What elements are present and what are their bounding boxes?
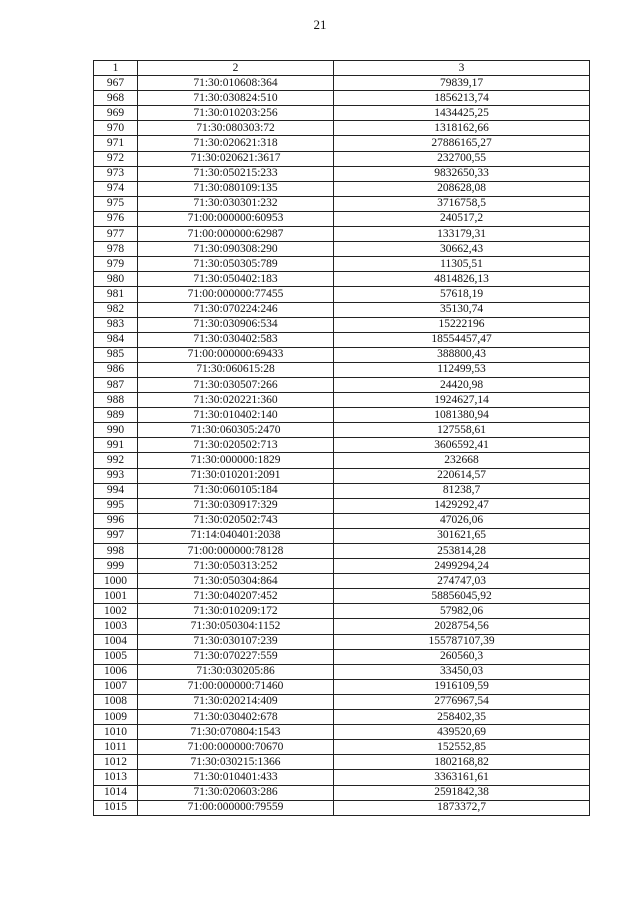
row-number-cell: 990 <box>94 423 138 438</box>
row-number-cell: 1011 <box>94 740 138 755</box>
value-cell: 258402,35 <box>334 710 590 725</box>
value-cell: 1081380,94 <box>334 408 590 423</box>
value-cell: 4814826,13 <box>334 272 590 287</box>
row-number-cell: 989 <box>94 408 138 423</box>
table-header <box>94 61 590 76</box>
row-number-cell: 974 <box>94 181 138 196</box>
value-cell: 301621,65 <box>334 528 590 543</box>
table-body <box>94 76 590 816</box>
cadastral-number-cell: 71:30:020502:743 <box>138 513 334 528</box>
value-cell: 274747,03 <box>334 574 590 589</box>
table-row <box>94 770 590 785</box>
table-row <box>94 679 590 694</box>
cadastral-number-cell: 71:30:030507:266 <box>138 377 334 392</box>
cadastral-number-cell: 71:00:000000:71460 <box>138 679 334 694</box>
value-cell: 220614,57 <box>334 468 590 483</box>
row-number-cell: 999 <box>94 559 138 574</box>
cadastral-number-cell: 71:30:050304:864 <box>138 574 334 589</box>
cadastral-number-cell: 71:30:070224:246 <box>138 302 334 317</box>
table-row <box>94 649 590 664</box>
header-row <box>94 61 590 76</box>
cadastral-number-cell: 71:30:070227:559 <box>138 649 334 664</box>
row-number-cell: 975 <box>94 196 138 211</box>
table-row <box>94 106 590 121</box>
cadastral-number-cell: 71:00:000000:70670 <box>138 740 334 755</box>
value-cell: 1318162,66 <box>334 121 590 136</box>
value-cell: 155787107,39 <box>334 634 590 649</box>
cadastral-number-cell: 71:00:000000:78128 <box>138 544 334 559</box>
table-row <box>94 287 590 302</box>
value-cell: 81238,7 <box>334 483 590 498</box>
row-number-cell: 1004 <box>94 634 138 649</box>
value-cell: 79839,17 <box>334 76 590 91</box>
table-row <box>94 347 590 362</box>
row-number-cell: 979 <box>94 257 138 272</box>
cadastral-number-cell: 71:30:080303:72 <box>138 121 334 136</box>
row-number-cell: 992 <box>94 453 138 468</box>
row-number-cell: 1013 <box>94 770 138 785</box>
table-row <box>94 574 590 589</box>
table-row <box>94 438 590 453</box>
table-row <box>94 302 590 317</box>
table-row <box>94 498 590 513</box>
table-row <box>94 332 590 347</box>
row-number-cell: 981 <box>94 287 138 302</box>
row-number-cell: 993 <box>94 468 138 483</box>
value-cell: 24420,98 <box>334 377 590 392</box>
row-number-cell: 997 <box>94 528 138 543</box>
row-number-cell: 980 <box>94 272 138 287</box>
table-row <box>94 408 590 423</box>
table-row <box>94 227 590 242</box>
cadastral-number-cell: 71:30:050402:183 <box>138 272 334 287</box>
cadastral-number-cell: 71:30:010402:140 <box>138 408 334 423</box>
cadastral-number-cell: 71:30:060615:28 <box>138 362 334 377</box>
table-row <box>94 91 590 106</box>
cadastral-number-cell: 71:30:010203:256 <box>138 106 334 121</box>
page-number: 21 <box>313 17 327 32</box>
row-number-cell: 995 <box>94 498 138 513</box>
row-number-cell: 998 <box>94 544 138 559</box>
table-row <box>94 242 590 257</box>
cadastral-number-cell: 71:30:010401:433 <box>138 770 334 785</box>
row-number-cell: 1009 <box>94 710 138 725</box>
row-number-cell: 991 <box>94 438 138 453</box>
table-row <box>94 423 590 438</box>
row-number-cell: 986 <box>94 362 138 377</box>
value-cell: 208628,08 <box>334 181 590 196</box>
column-header-3: 3 <box>334 61 590 76</box>
cadastral-number-cell: 71:30:010608:364 <box>138 76 334 91</box>
row-number-cell: 967 <box>94 76 138 91</box>
value-cell: 3716758,5 <box>334 196 590 211</box>
value-cell: 232668 <box>334 453 590 468</box>
value-cell: 9832650,33 <box>334 166 590 181</box>
table-row <box>94 604 590 619</box>
table-row <box>94 800 590 815</box>
row-number-cell: 988 <box>94 393 138 408</box>
row-number-cell: 973 <box>94 166 138 181</box>
cadastral-number-cell: 71:30:050215:233 <box>138 166 334 181</box>
row-number-cell: 1012 <box>94 755 138 770</box>
table-row <box>94 377 590 392</box>
value-cell: 3606592,41 <box>334 438 590 453</box>
cadastral-number-cell: 71:30:070804:1543 <box>138 725 334 740</box>
value-cell: 33450,03 <box>334 664 590 679</box>
cadastral-number-cell: 71:30:020621:318 <box>138 136 334 151</box>
table-row <box>94 694 590 709</box>
cadastral-number-cell: 71:30:090308:290 <box>138 242 334 257</box>
value-cell: 1429292,47 <box>334 498 590 513</box>
column-header-1: 1 <box>94 61 138 76</box>
row-number-cell: 987 <box>94 377 138 392</box>
value-cell: 11305,51 <box>334 257 590 272</box>
value-cell: 1873372,7 <box>334 800 590 815</box>
row-number-cell: 978 <box>94 242 138 257</box>
value-cell: 58856045,92 <box>334 589 590 604</box>
cadastral-number-cell: 71:30:060305:2470 <box>138 423 334 438</box>
cadastral-number-cell: 71:30:030205:86 <box>138 664 334 679</box>
cadastral-number-cell: 71:30:030402:678 <box>138 710 334 725</box>
column-header-2: 2 <box>138 61 334 76</box>
value-cell: 2028754,56 <box>334 619 590 634</box>
value-cell: 439520,69 <box>334 725 590 740</box>
row-number-cell: 970 <box>94 121 138 136</box>
table-row <box>94 755 590 770</box>
cadastral-number-cell: 71:30:040207:452 <box>138 589 334 604</box>
cadastral-number-cell: 71:30:030215:1366 <box>138 755 334 770</box>
cadastral-number-cell: 71:30:020502:713 <box>138 438 334 453</box>
cadastral-number-cell: 71:00:000000:77455 <box>138 287 334 302</box>
table-row <box>94 710 590 725</box>
table-row <box>94 619 590 634</box>
row-number-cell: 1014 <box>94 785 138 800</box>
row-number-cell: 1007 <box>94 679 138 694</box>
row-number-cell: 983 <box>94 317 138 332</box>
table-row <box>94 528 590 543</box>
table-row <box>94 272 590 287</box>
value-cell: 260560,3 <box>334 649 590 664</box>
table-row <box>94 513 590 528</box>
row-number-cell: 984 <box>94 332 138 347</box>
cadastral-number-cell: 71:30:020221:360 <box>138 393 334 408</box>
value-cell: 112499,53 <box>334 362 590 377</box>
cadastral-number-cell: 71:30:030824:510 <box>138 91 334 106</box>
value-cell: 27886165,27 <box>334 136 590 151</box>
cadastral-number-cell: 71:30:010201:2091 <box>138 468 334 483</box>
cadastral-number-cell: 71:14:040401:2038 <box>138 528 334 543</box>
cadastral-number-cell: 71:30:020603:286 <box>138 785 334 800</box>
cadastral-number-cell: 71:00:000000:60953 <box>138 211 334 226</box>
value-cell: 1856213,74 <box>334 91 590 106</box>
value-cell: 1802168,82 <box>334 755 590 770</box>
row-number-cell: 996 <box>94 513 138 528</box>
row-number-cell: 1000 <box>94 574 138 589</box>
row-number-cell: 1008 <box>94 694 138 709</box>
value-cell: 57982,06 <box>334 604 590 619</box>
table-row <box>94 483 590 498</box>
table-row <box>94 740 590 755</box>
table-row <box>94 544 590 559</box>
row-number-cell: 972 <box>94 151 138 166</box>
cadastral-number-cell: 71:30:080109:135 <box>138 181 334 196</box>
table-row <box>94 468 590 483</box>
row-number-cell: 1001 <box>94 589 138 604</box>
table-row <box>94 181 590 196</box>
table-row <box>94 725 590 740</box>
table-row <box>94 785 590 800</box>
value-cell: 2591842,38 <box>334 785 590 800</box>
cadastral-number-cell: 71:30:050313:252 <box>138 559 334 574</box>
table-row <box>94 393 590 408</box>
row-number-cell: 1006 <box>94 664 138 679</box>
row-number-cell: 971 <box>94 136 138 151</box>
cadastral-number-cell: 71:30:030301:232 <box>138 196 334 211</box>
value-cell: 57618,19 <box>334 287 590 302</box>
row-number-cell: 968 <box>94 91 138 106</box>
value-cell: 240517,2 <box>334 211 590 226</box>
value-cell: 127558,61 <box>334 423 590 438</box>
row-number-cell: 1005 <box>94 649 138 664</box>
cadastral-number-cell: 71:30:030917:329 <box>138 498 334 513</box>
table-row <box>94 151 590 166</box>
row-number-cell: 976 <box>94 211 138 226</box>
value-cell: 30662,43 <box>334 242 590 257</box>
value-cell: 3363161,61 <box>334 770 590 785</box>
cadastral-number-cell: 71:00:000000:79559 <box>138 800 334 815</box>
row-number-cell: 982 <box>94 302 138 317</box>
value-cell: 388800,43 <box>334 347 590 362</box>
table-row <box>94 589 590 604</box>
cadastral-number-cell: 71:30:020214:409 <box>138 694 334 709</box>
table-row <box>94 317 590 332</box>
table-row <box>94 121 590 136</box>
cadastral-number-cell: 71:30:000000:1829 <box>138 453 334 468</box>
table-row <box>94 559 590 574</box>
row-number-cell: 994 <box>94 483 138 498</box>
row-number-cell: 969 <box>94 106 138 121</box>
table-row <box>94 211 590 226</box>
table-row <box>94 76 590 91</box>
cadastral-number-cell: 71:30:060105:184 <box>138 483 334 498</box>
value-cell: 232700,55 <box>334 151 590 166</box>
row-number-cell: 977 <box>94 227 138 242</box>
value-cell: 253814,28 <box>334 544 590 559</box>
table-row <box>94 136 590 151</box>
table-row <box>94 453 590 468</box>
table-row <box>94 664 590 679</box>
cadastral-number-cell: 71:30:010209:172 <box>138 604 334 619</box>
table-row <box>94 257 590 272</box>
cadastral-number-cell: 71:30:030107:239 <box>138 634 334 649</box>
value-cell: 15222196 <box>334 317 590 332</box>
table-row <box>94 166 590 181</box>
cadastral-number-cell: 71:00:000000:62987 <box>138 227 334 242</box>
cadastral-number-cell: 71:30:050305:789 <box>138 257 334 272</box>
row-number-cell: 985 <box>94 347 138 362</box>
row-number-cell: 1010 <box>94 725 138 740</box>
cadastral-number-cell: 71:00:000000:69433 <box>138 347 334 362</box>
value-cell: 1924627,14 <box>334 393 590 408</box>
row-number-cell: 1002 <box>94 604 138 619</box>
value-cell: 47026,06 <box>334 513 590 528</box>
value-cell: 18554457,47 <box>334 332 590 347</box>
row-number-cell: 1003 <box>94 619 138 634</box>
value-cell: 152552,85 <box>334 740 590 755</box>
cadastral-number-cell: 71:30:020621:3617 <box>138 151 334 166</box>
row-number-cell: 1015 <box>94 800 138 815</box>
value-cell: 1434425,25 <box>334 106 590 121</box>
table-row <box>94 634 590 649</box>
table-row <box>94 362 590 377</box>
table-row <box>94 196 590 211</box>
value-cell: 1916109,59 <box>334 679 590 694</box>
data-table <box>93 60 590 816</box>
cadastral-number-cell: 71:30:030906:534 <box>138 317 334 332</box>
cadastral-number-cell: 71:30:030402:583 <box>138 332 334 347</box>
value-cell: 2499294,24 <box>334 559 590 574</box>
cadastral-number-cell: 71:30:050304:1152 <box>138 619 334 634</box>
value-cell: 35130,74 <box>334 302 590 317</box>
value-cell: 2776967,54 <box>334 694 590 709</box>
value-cell: 133179,31 <box>334 227 590 242</box>
